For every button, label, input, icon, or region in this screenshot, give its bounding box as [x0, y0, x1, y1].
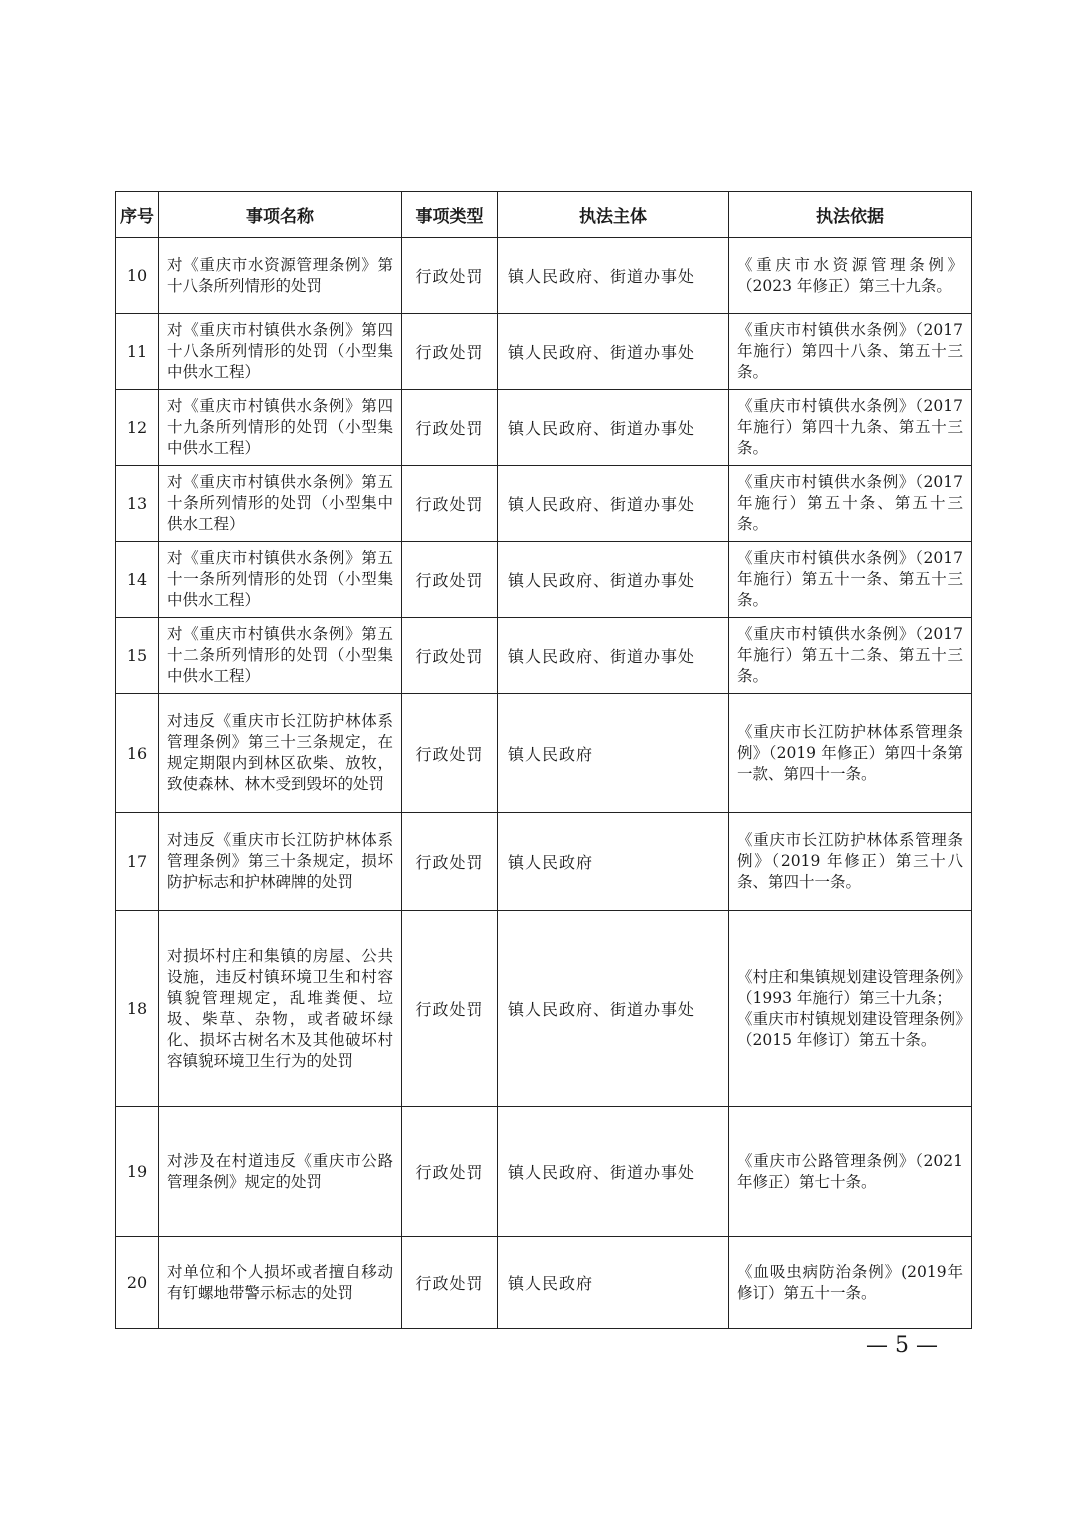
row-subject: 镇人民政府、街道办事处 — [498, 314, 729, 390]
row-subject: 镇人民政府、街道办事处 — [498, 542, 729, 618]
row-name: 对单位和个人损坏或者擅自移动有钉螺地带警示标志的处罚 — [159, 1237, 402, 1329]
table-row — [116, 813, 972, 911]
table-row — [116, 314, 972, 390]
row-name: 对违反《重庆市长江防护林体系管理条例》第三十条规定，损坏防护标志和护林碑牌的处罚 — [159, 813, 402, 911]
table-row — [116, 694, 972, 813]
table-row — [116, 911, 972, 1107]
row-seq: 16 — [116, 694, 159, 813]
row-basis: 《血吸虫病防治条例》(2019年修订）第五十一条。 — [729, 1237, 972, 1329]
table-row — [116, 542, 972, 618]
row-subject: 镇人民政府 — [498, 694, 729, 813]
header-seq: 序号 — [116, 192, 159, 238]
header-subject: 执法主体 — [498, 192, 729, 238]
row-type: 行政处罚 — [402, 1107, 498, 1237]
row-subject: 镇人民政府、街道办事处 — [498, 911, 729, 1107]
row-name: 对《重庆市村镇供水条例》第五十条所列情形的处罚（小型集中供水工程） — [159, 466, 402, 542]
header-name: 事项名称 — [159, 192, 402, 238]
header-type: 事项类型 — [402, 192, 498, 238]
row-seq: 19 — [116, 1107, 159, 1237]
row-type: 行政处罚 — [402, 314, 498, 390]
table-row — [116, 466, 972, 542]
row-type: 行政处罚 — [402, 466, 498, 542]
row-seq: 15 — [116, 618, 159, 694]
row-name: 对《重庆市村镇供水条例》第五十二条所列情形的处罚（小型集中供水工程） — [159, 618, 402, 694]
row-seq: 17 — [116, 813, 159, 911]
row-basis: 《重庆市水资源管理条例》（2023 年修正）第三十九条。 — [729, 238, 972, 314]
row-name: 对涉及在村道违反《重庆市公路管理条例》规定的处罚 — [159, 1107, 402, 1237]
table-row — [116, 618, 972, 694]
row-name: 对《重庆市水资源管理条例》第十八条所列情形的处罚 — [159, 238, 402, 314]
row-basis: 《重庆市村镇供水条例》（2017 年施行）第四十八条、第五十三条。 — [729, 314, 972, 390]
row-basis: 《重庆市长江防护林体系管理条例》（2019 年修正）第三十八条、第四十一条。 — [729, 813, 972, 911]
row-subject: 镇人民政府、街道办事处 — [498, 466, 729, 542]
row-type: 行政处罚 — [402, 618, 498, 694]
row-type: 行政处罚 — [402, 911, 498, 1107]
row-type: 行政处罚 — [402, 694, 498, 813]
row-subject: 镇人民政府、街道办事处 — [498, 1107, 729, 1237]
row-seq: 14 — [116, 542, 159, 618]
row-basis: 《重庆市村镇供水条例》（2017 年施行）第五十一条、第五十三条。 — [729, 542, 972, 618]
page-number: — 5 — — [866, 1333, 938, 1358]
row-type: 行政处罚 — [402, 238, 498, 314]
row-subject: 镇人民政府、街道办事处 — [498, 618, 729, 694]
table-row — [116, 1107, 972, 1237]
table-row — [116, 390, 972, 466]
row-seq: 12 — [116, 390, 159, 466]
row-basis: 《村庄和集镇规划建设管理条例》（1993 年施行）第三十九条； 《重庆市村镇规划建设管理条例》（2015 年修订）第五十条。 — [729, 911, 972, 1107]
row-seq: 10 — [116, 238, 159, 314]
row-subject: 镇人民政府 — [498, 1237, 729, 1329]
table-row — [116, 238, 972, 314]
row-type: 行政处罚 — [402, 813, 498, 911]
table-row — [116, 1237, 972, 1329]
row-name: 对违反《重庆市长江防护林体系管理条例》第三十三条规定，在规定期限内到林区砍柴、放牧，致使森林、林木受到毁坏的处罚 — [159, 694, 402, 813]
row-type: 行政处罚 — [402, 390, 498, 466]
row-subject: 镇人民政府 — [498, 813, 729, 911]
row-basis: 《重庆市公路管理条例》（2021 年修正）第七十条。 — [729, 1107, 972, 1237]
enforcement-items-table — [115, 191, 972, 1329]
row-basis: 《重庆市村镇供水条例》（2017 年施行）第四十九条、第五十三条。 — [729, 390, 972, 466]
row-basis: 《重庆市长江防护林体系管理条例》（2019 年修正）第四十条第一款、第四十一条。 — [729, 694, 972, 813]
row-seq: 13 — [116, 466, 159, 542]
row-seq: 18 — [116, 911, 159, 1107]
header-basis: 执法依据 — [729, 192, 972, 238]
row-basis: 《重庆市村镇供水条例》（2017 年施行）第五十二条、第五十三条。 — [729, 618, 972, 694]
row-name: 对《重庆市村镇供水条例》第四十九条所列情形的处罚（小型集中供水工程） — [159, 390, 402, 466]
row-basis: 《重庆市村镇供水条例》（2017 年施行）第五十条、第五十三条。 — [729, 466, 972, 542]
row-name: 对《重庆市村镇供水条例》第五十一条所列情形的处罚（小型集中供水工程） — [159, 542, 402, 618]
row-type: 行政处罚 — [402, 542, 498, 618]
row-subject: 镇人民政府、街道办事处 — [498, 390, 729, 466]
row-name: 对损坏村庄和集镇的房屋、公共设施，违反村镇环境卫生和村容镇貌管理规定，乱堆粪便、垃圾、柴草、杂物，或者破坏绿化、损坏古树名木及其他破坏村容镇貌环境卫生行为的处罚 — [159, 911, 402, 1107]
row-subject: 镇人民政府、街道办事处 — [498, 238, 729, 314]
row-name: 对《重庆市村镇供水条例》第四十八条所列情形的处罚（小型集中供水工程） — [159, 314, 402, 390]
row-seq: 20 — [116, 1237, 159, 1329]
table-header-row — [116, 192, 972, 238]
row-type: 行政处罚 — [402, 1237, 498, 1329]
row-seq: 11 — [116, 314, 159, 390]
